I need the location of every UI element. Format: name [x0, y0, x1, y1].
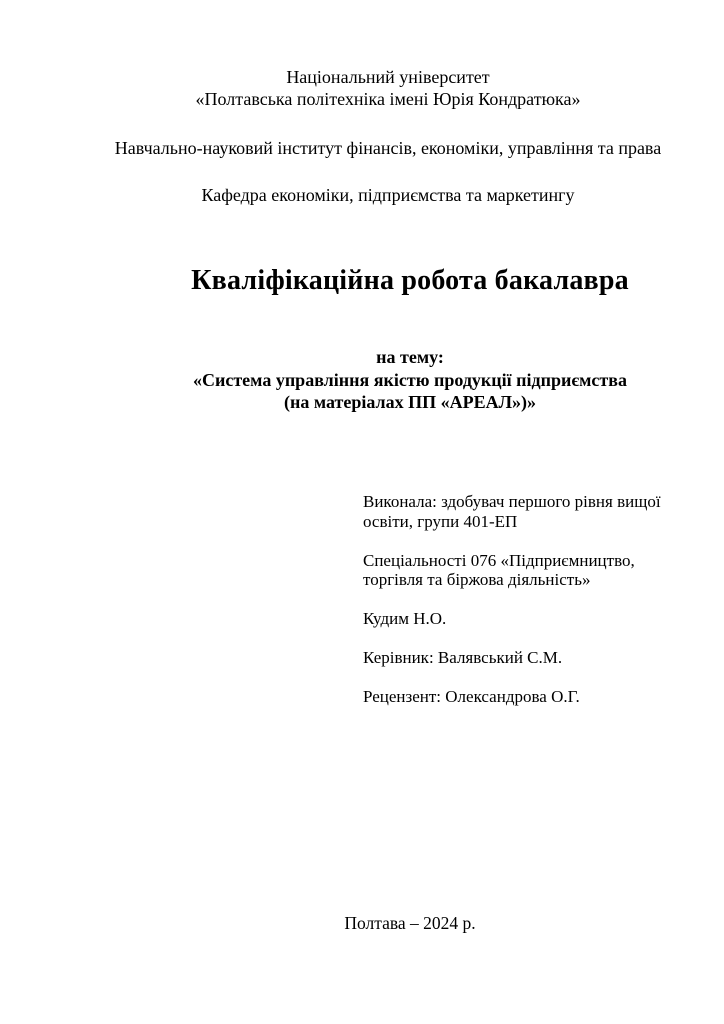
author-name: Кудим Н.О.: [363, 609, 447, 628]
university-name-line1: Національний університет: [286, 67, 490, 87]
executor-line: Виконала: здобувач першого рівня вищої освіти, групи 401-ЕП: [363, 492, 661, 531]
topic-block: [96, 346, 724, 414]
supervisor-line: Керівник: Валявський С.М.: [363, 648, 563, 667]
specialty-line: Спеціальності 076 «Підприємництво, торгівля та біржова діяльність»: [363, 550, 635, 589]
department-name: Кафедра економіки, підприємства та маркетингу: [201, 185, 575, 205]
topic-label: на тему:: [376, 347, 444, 367]
work-type-title: Кваліфікаційна робота бакалавра: [191, 265, 629, 296]
university-name-line2: «Полтавська політехніка імені Юрія Кондратюка»: [195, 89, 581, 109]
topic-line2: (на матеріалах ПП «АРЕАЛ»)»: [283, 392, 537, 412]
topic-line1: «Система управління якістю продукції підприємства: [192, 369, 627, 390]
institute-name: Навчально-науковий інститут фінансів, економіки, управління та права: [114, 138, 662, 158]
university-name: [52, 66, 724, 110]
city-year-footer: Полтава – 2024 р.: [344, 913, 476, 933]
reviewer-line: Рецензент: Олександрова О.Г.: [363, 687, 580, 706]
credits-block: [363, 492, 675, 707]
